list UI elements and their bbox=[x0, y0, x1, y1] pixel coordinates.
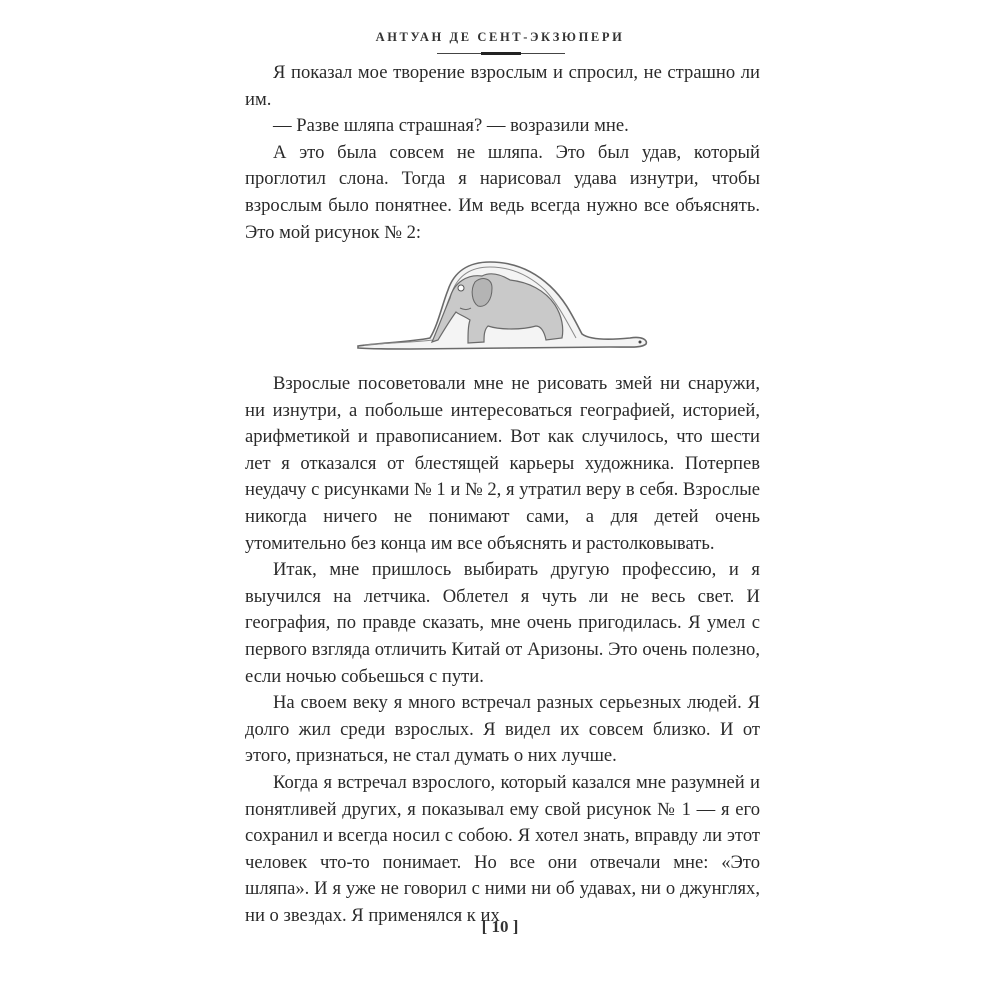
paragraph: Взрослые посоветовали мне не рисовать змей ни снаружи, ни изнутри, а побольше интересоваться географией, историей, арифметикой и правописанием. Вот как случилось, что шести лет я отказался от блестящей карьеры художника. Потерпев неудачу с рисунками № 1 и № 2, я утратил веру в себя. Взрослые никогда ничего не понимают сами, а для детей очень утомительно без конца им все объяснять и растолковывать. bbox=[245, 373, 760, 554]
paragraph: — Разве шляпа страшная? — возразили мне. bbox=[273, 115, 629, 137]
page-number: [ 10 ] bbox=[481, 917, 519, 936]
paragraph: Итак, мне пришлось выбирать другую профессию, и я выучился на летчика. Облетел я чуть ли не весь свет. И география, по правде сказать, мне очень пригодилась. Я умел с первого взгляда отличить Китай от Аризоны. Это очень полезно, если ночью собьешься с пути. bbox=[245, 559, 760, 687]
text-block-top bbox=[245, 60, 760, 246]
paragraph: Я показал мое творение взрослым и спросил, не страшно ли им. bbox=[245, 62, 760, 110]
text-block-bottom bbox=[245, 371, 760, 929]
paragraph: На своем веку я много встречал разных серьезных людей. Я долго жил среди взрослых. Я видел их совсем близко. И от этого, признаться, не стал думать о них лучше. bbox=[245, 692, 760, 767]
boa-elephant-drawing-icon bbox=[350, 250, 660, 360]
header-divider bbox=[437, 53, 565, 54]
paragraph: Когда я встречал взрослого, который казался мне разумней и понятливей других, я показывал ему свой рисунок № 1 — я его сохранил и всегда носил с собою. Я хотел знать, вправду ли этот человек что-то понимает. Но все они отвечали мне: «Это шляпа». И я уже не говорил с ними ни об удавах, ни о джунглях, ни о звездах. Я применялся к их bbox=[245, 771, 760, 926]
elephant-eye bbox=[458, 285, 464, 291]
running-head: АНТУАН ДЕ СЕНТ-ЭКЗЮПЕРИ bbox=[375, 30, 625, 44]
paragraph: А это была совсем не шляпа. Это был удав, который проглотил слона. Тогда я нарисовал удава изнутри, чтобы взрослым было понятнее. Им ведь всегда нужно все объяснять. Это мой рисунок № 2: bbox=[245, 141, 760, 243]
snake-eye bbox=[639, 341, 642, 344]
